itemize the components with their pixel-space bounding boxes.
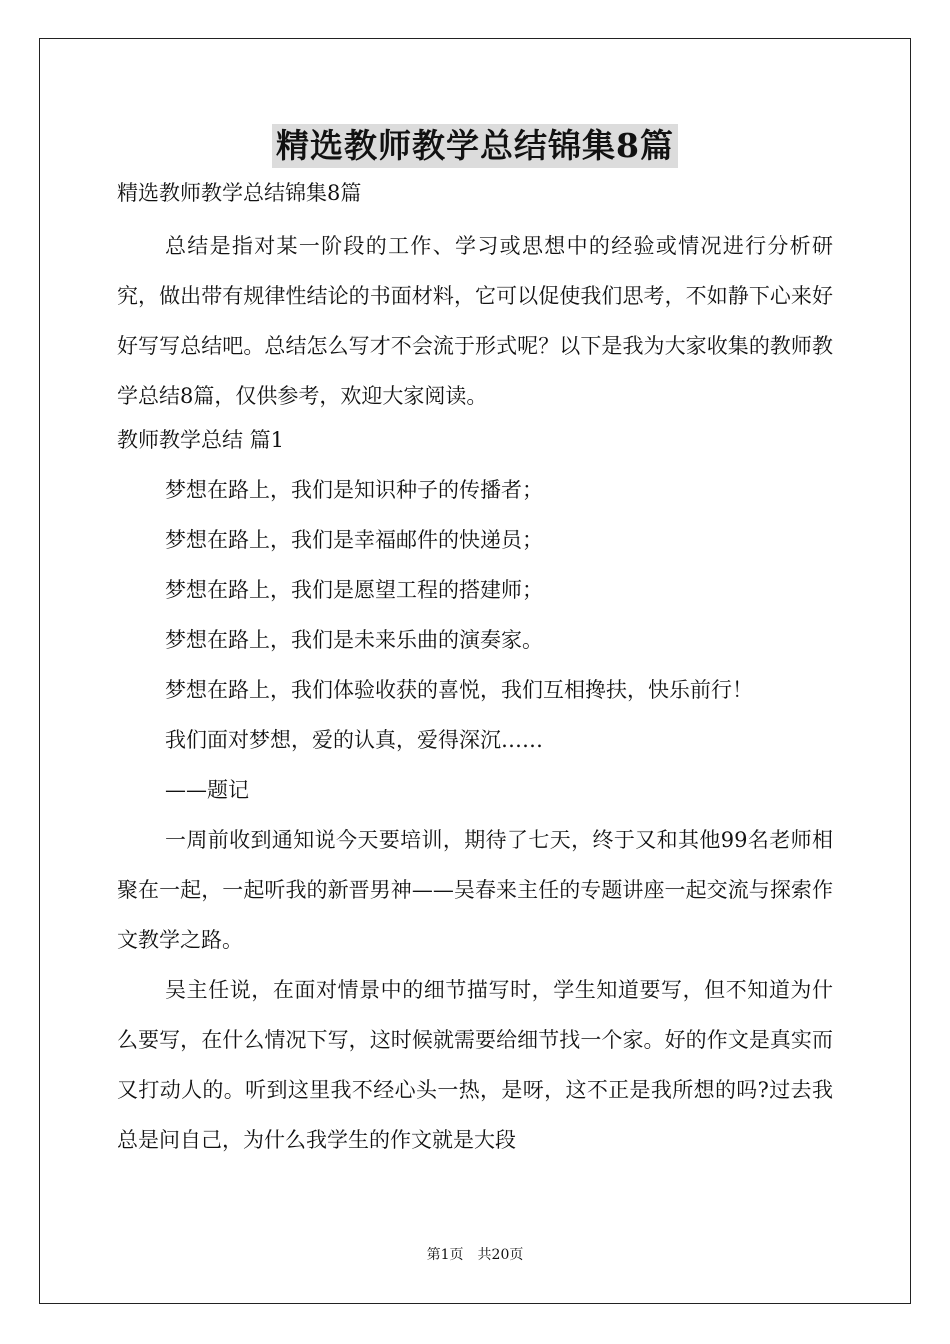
document-subtitle: 精选教师教学总结锦集8篇: [117, 181, 362, 205]
poem-line: 我们面对梦想，爱的认真，爱得深沉……: [165, 728, 543, 752]
total-pages: 共20页: [477, 1247, 524, 1263]
page-number: 第1页: [426, 1247, 464, 1263]
document-body: [117, 178, 833, 1165]
intro-paragraph: 总结是指对某一阶段的工作、学习或思想中的经验或情况进行分析研究，做出带有规律性结论的书面材料，它可以促使我们思考，不如静下心来好好写写总结吧。总结怎么写才不会流于形式呢？以下是我为大家收集的教师教学总结8篇，仅供参考，欢迎大家阅读。: [117, 234, 833, 408]
poem-line: 梦想在路上，我们体验收获的喜悦，我们互相搀扶，快乐前行！: [165, 678, 753, 702]
document-title: 精选教师教学总结锦集8篇: [272, 124, 678, 168]
poem-line: 梦想在路上，我们是知识种子的传播者；: [165, 478, 543, 502]
section-heading: 教师教学总结 篇1: [117, 428, 285, 452]
page-footer: [0, 1245, 950, 1265]
title-area: [0, 124, 950, 168]
body-paragraph: 一周前收到通知说今天要培训，期待了七天，终于又和其他99名老师相聚在一起，一起听我的新晋男神——吴春来主任的专题讲座一起交流与探索作文教学之路。: [117, 828, 833, 952]
poem-line: 梦想在路上，我们是未来乐曲的演奏家。: [165, 628, 543, 652]
poem-line: 梦想在路上，我们是幸福邮件的快递员；: [165, 528, 543, 552]
poem-line: 梦想在路上，我们是愿望工程的搭建师；: [165, 578, 543, 602]
body-paragraph: 吴主任说，在面对情景中的细节描写时，学生知道要写，但不知道为什么要写，在什么情况下写，这时候就需要给细节找一个家。好的作文是真实而又打动人的。听到这里我不经心头一热，是呀，这不正是我所想的吗?过去我总是问自己，为什么我学生的作文就是大段: [117, 978, 833, 1152]
epigraph-attribution: ——题记: [165, 778, 249, 802]
